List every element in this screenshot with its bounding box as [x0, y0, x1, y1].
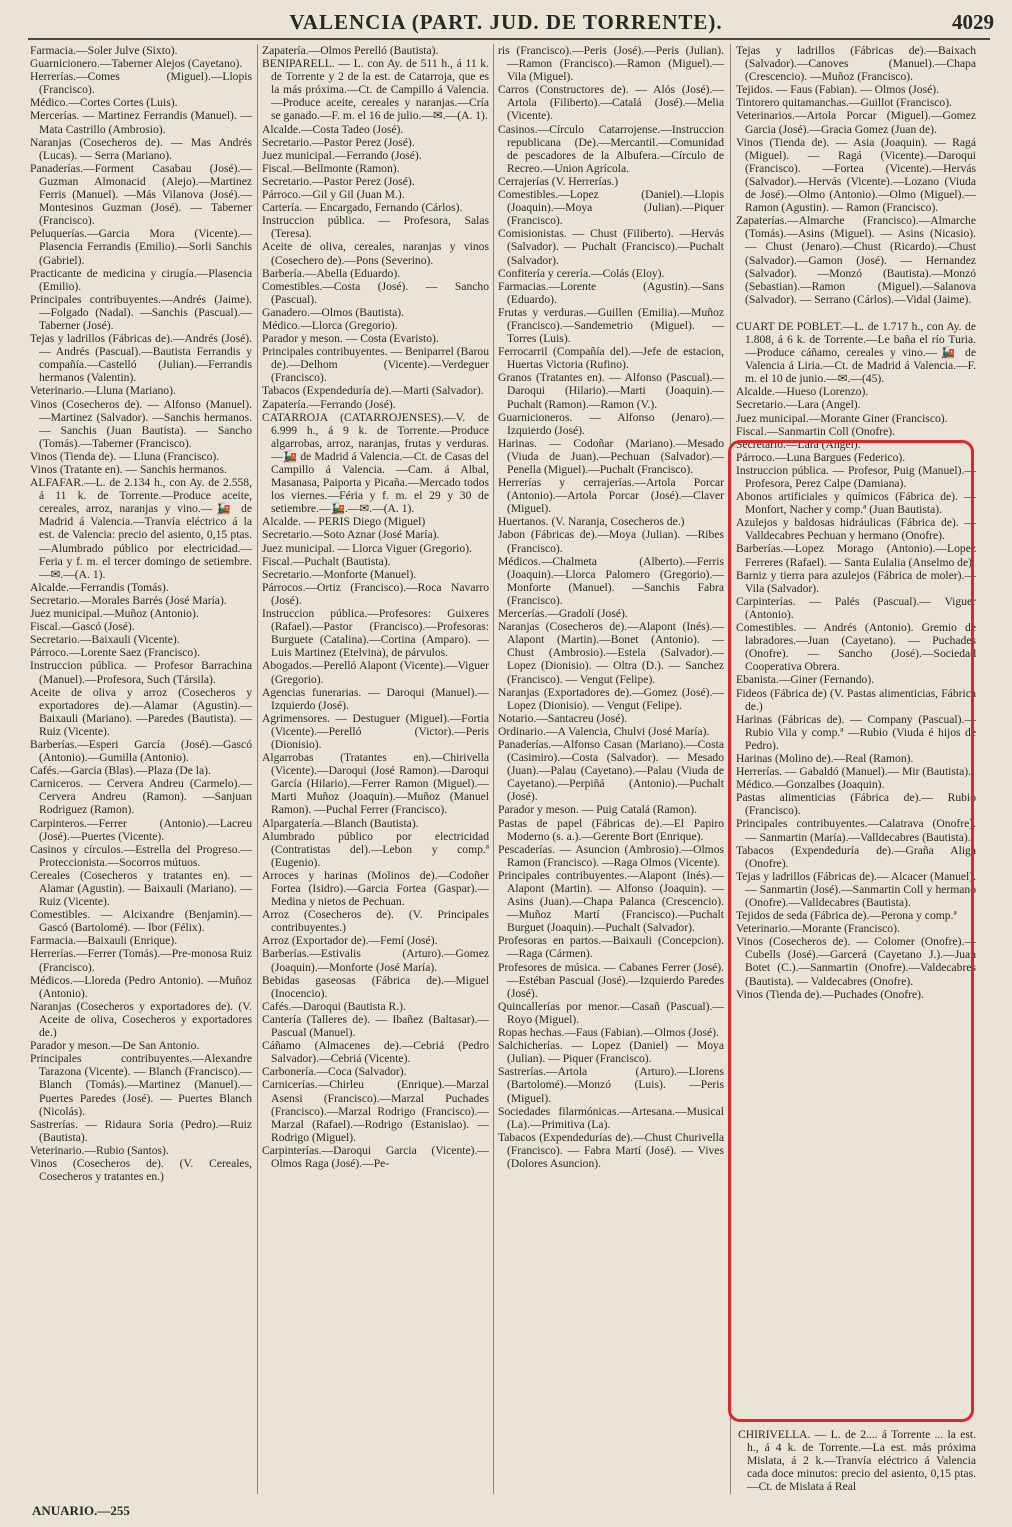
directory-entry: Parador y meson. — Costa (Evaristo). — [262, 332, 439, 346]
directory-entry: Veterinarios.—Artola Porcar (Miguel).—Gomez Garcia (José).—Gracia Gomez (Juan de). — [736, 109, 976, 136]
directory-entry: Confitería y cerería.—Colás (Eloy). — [498, 266, 665, 280]
directory-entry: Herrerías y cerrajerías.—Artola Porcar (Antonio).—Artola Porcar (José).—Claver (Miguel). — [498, 476, 724, 516]
directory-entry: Casinos y círculos.—Estrella del Progreso.—Proteccionista.—Socorros mútuos. — [30, 842, 252, 869]
directory-entry: Comisionistas. — Chust (Filiberto). —Hervás (Salvador). — Puchalt (Francisco).—Puchalt (Salvador). — [498, 227, 724, 267]
directory-entry: Médico.—Cortes Cortes (Luis). — [30, 96, 178, 110]
directory-entry: Alcalde.—Costa Tadeo (José). — [262, 122, 404, 136]
directory-entry: Practicante de medicina y cirugía.—Plasencia (Emilio). — [30, 266, 252, 293]
directory-entry: Tintorero quitamanchas.—Guillot (Francisco). — [736, 96, 952, 110]
directory-entry: Fiscal.—Gascó (José). — [30, 620, 135, 634]
directory-entry: Parador y meson.—De San Antonio. — [30, 1039, 200, 1053]
directory-entry: Carpinterías.—Daroqui Garcia (Vicente).—Olmos Raga (José).—Pe- — [262, 1143, 489, 1170]
directory-entry: Instruccion pública.—Profesores: Guixeres (Rafael).—Pastor (Francisco).—Profesoras: Burguete (Catalina).—Cortina (Amparo). — Luis Martinez (Etelvina), de párvulos. — [262, 607, 489, 660]
directory-entry: Instruccion pública. — Profesor Barrachina (Manuel).—Profesora, Such (Társila). — [30, 659, 252, 686]
directory-entry: Ebanista.—Giner (Fernando). — [736, 673, 875, 687]
highlight-box — [728, 437, 974, 1422]
directory-entry: Sastrerías.—Artola (Arturo).—Llorens (Bartolomé).—Monzó (Luis). —Peris (Miguel). — [498, 1065, 724, 1105]
directory-entry: Bebidas gaseosas (Fábrica de).—Miguel (Inocencio). — [262, 973, 489, 1000]
directory-entry: Ropas hechas.—Faus (Fabian).—Olmos (José). — [498, 1026, 719, 1040]
directory-entry: Fiscal.—Sanmartin Coll (Onofre). — [736, 424, 896, 438]
directory-entry: Barniz y tierra para azulejos (Fábrica de moler).—Vila (Salvador). — [736, 568, 976, 595]
directory-entry: Carros (Constructores de). — Alós (José).—Artola (Filiberto).—Catalá (José).—Melia (Vicente). — [498, 83, 724, 123]
directory-entry: ALFAFAR.—L. de 2.134 h., con Ay. de 2.558, á 11 k. de Torrente.—Produce aceite, cereales, arroz, naranjas y vino.—🚂 de Madrid á Valencia.—Tranvía eléctrico á la est. de Valencia: precio del asiento, 0,15 ptas.—Alumbrado público por electricidad.—Feria y f. m. el tercer domingo de setiembre.—✉.—(A. 1). — [30, 476, 252, 581]
directory-entry: Cafés.—Garcia (Blas).—Plaza (De la). — [30, 764, 211, 778]
directory-entry: Tabacos (Expendeduría de).—Marti (Salvador). — [262, 384, 484, 398]
directory-entry: Veterinario.—Rubio (Santos). — [30, 1143, 169, 1157]
directory-entry: Panaderías.—Forment Casabau (José).—Guzman Almonacid (Alejo).—Martinez Ferris (Manuel). —Más Vilanova (José).—Montesinos Guzman (José). — Taberner (Francisco). — [30, 161, 252, 228]
directory-entry: Aceite de oliva, cereales, naranjas y vinos (Cosechero de).—Pons (Severino). — [262, 240, 489, 267]
directory-entry: Alpargatería.—Blanch (Bautista). — [262, 816, 419, 830]
directory-entry: Agencias funerarias. — Daroqui (Manuel).—Izquierdo (José). — [262, 685, 489, 712]
directory-entry: Carpinteros.—Ferrer (Antonio).—Lacreu (José).—Puertes (Vicente). — [30, 816, 252, 843]
directory-entry: Zapatería.—Ferrando (José). — [262, 397, 396, 411]
directory-entry: Fiscal.—Bellmonte (Ramon). — [262, 161, 400, 175]
directory-entry: Harinas. — Codoñar (Mariano).—Mesado (Viuda de Juan).—Pechuan (Salvador).—Penella (Miguel).—Puchalt (Francisco). — [498, 436, 724, 476]
directory-entry: Farmacia.—Soler Julve (Sixto). — [30, 44, 178, 57]
directory-entry: Cantería (Talleres de). — Ibañez (Baltasar).—Pascual (Manuel). — [262, 1012, 489, 1040]
directory-entry: Fiscal.—Puchalt (Bautista). — [262, 554, 391, 568]
directory-entry: Sastrerías. — Ridaura Soria (Pedro).—Ruiz (Bautista). — [30, 1117, 252, 1144]
directory-entry: Alcalde. — PERIS Diego (Miguel) — [262, 515, 426, 529]
directory-entry: Herrerías.—Comes (Miguel).—Llopis (Francisco). — [30, 70, 252, 97]
directory-entry: Peluquerías.—Garcia Mora (Vicente).—Plasencia Ferrandis (Emilio).—Sorli Sanchis (Gabriel). — [30, 227, 252, 267]
directory-entry: Veterinario.—Lluna (Mariano). — [30, 384, 176, 398]
directory-entry: Tabacos (Expendeduría de).—Graña Aliga (Onofre). — [736, 843, 976, 870]
directory-entry: Algarrobas (Tratantes en).—Chirivella (Vicente).—Daroqui (José Ramon).—Daroqui García (Hilario).—Ferrer Ramon (Miguel).—Marti Muñoz (Joaquin).—Muñoz (Manuel Ramon). —Puchal Ferrer (Francisco). — [262, 751, 489, 817]
directory-entry: Alcalde.—Hueso (Lorenzo). — [736, 385, 869, 399]
directory-entry: Pescaderías. — Asuncion (Ambrosio).—Olmos Ramon (Francisco). —Raga Olmos (Vicente). — [498, 842, 724, 869]
directory-entry: Juez municipal.—Muñoz (Antonio). — [30, 607, 199, 621]
directory-entry: Médicos.—Lloreda (Pedro Antonio). —Muñoz (Antonio). — [30, 973, 252, 1000]
directory-entry: Harinas (Fábricas de). — Company (Pascual).—Rubio Vila y comp.ª —Rubio (Viuda é hijos de Pedro). — [736, 712, 976, 752]
directory-entry: CATARROJA (CATARROJENSES).—V. de 6.999 h., á 9 k. de Torrente.—Produce algarrobas, arroz, naranjas, frutas y verduras.—🚂 de Madrid á Valencia.—Ct. de Casas del Campillo á Valencia. —Cam. á Albal, Masanasa, Paiporta y Picaña.—Mercado todos los viernes.—Féria y f. m. el 29 y 30 de setiembre.—🚂.—✉.—(A. 1). — [262, 410, 489, 516]
directory-entry: Naranjas (Cosecheros de). — Mas Andrés (Lucas). — Serra (Mariano). — [30, 135, 252, 162]
directory-entry: Vinos (Cosecheros de). — Alfonso (Manuel).—Martinez (Salvador). —Sanchis hermanos. — Sanchis (Juan Bautista). — Sancho (Tomás).—Taberner (Francisco). — [30, 397, 252, 450]
directory-entry: ris (Francisco).—Peris (José).—Peris (Julian).—Ramon (Francisco).—Ramon (Miguel).—Vila (Miguel). — [498, 44, 724, 84]
directory-entry: Comestibles. — Alcixandre (Benjamin).—Gascó (Bartolomé). — Ibor (Félix). — [30, 908, 252, 935]
directory-entry: Panaderías.—Alfonso Casan (Mariano).—Costa (Casimiro).—Costa (Salvador). — Mesado (Juan).—Palau (Cayetano).—Palau (Viuda de Cayetano).—Perpiñá (Antonio).—Puchalt (José). — [498, 737, 724, 804]
directory-entry: Zapaterías.—Almarche (Francisco).—Almarche (Tomás).—Asins (Miguel). — Asins (Nicasio). — Chust (Jenaro).—Chust (Ricardo).—Chust (Salvador).—Gamon (José). — Hernandez (Salvador). —Monzó (Bautista).—Monzó (Sebastian).—Ramon (Miguel).—Salanova (Salvador). — Serrano (Cárlos).—Vidal (Jaime). — [736, 214, 976, 306]
directory-entry: Barberías.—Estivalis (Arturo).—Gomez (Joaquin).—Monforte (José María). — [262, 947, 489, 974]
directory-entry: Secretario.—Lara (Angel). — [736, 398, 861, 412]
column-2 — [262, 44, 489, 1494]
directory-entry: Médico.—Llorca (Gregorio). — [262, 318, 398, 332]
directory-entry: Parador y meson. — Puig Catalá (Ramon). — [498, 803, 697, 817]
directory-entry: Mercerías.—Gradolí (José). — [498, 607, 628, 621]
directory-entry: Vinos (Tienda de).—Puchades (Onofre). — [736, 987, 924, 1001]
directory-entry: Abogados.—Perelló Alapont (Vicente).—Viguer (Gregorio). — [262, 659, 489, 686]
directory-entry: CUART DE POBLET.—L. de 1.717 h., con Ay. de 1.808, á 6 k. de Torrente.—Le baña el río Turia.—Produce cáñamo, cereales y vino.—🚂 de Valencia á Liria.—Ct. de Madrid á Valencia.—F. m. el 10 de junio.—✉.—(45). — [736, 319, 976, 386]
directory-entry: Vinos (Tratante en). — Sanchis hermanos. — [30, 463, 227, 476]
directory-entry: Párroco.—Gil y Gil (Juan M.). — [262, 188, 405, 202]
directory-entry: Pastas alimenticias (Fábrica de).— Rubio (Francisco). — [736, 791, 976, 818]
directory-entry: Tejidos. — Faus (Fabian). — Olmos (José). — [736, 83, 940, 97]
directory-entry: Salchicherías. — Lopez (Daniel) — Moya (Julian). — Piquer (Francisco). — [498, 1039, 724, 1066]
page-header — [18, 10, 994, 38]
directory-entry: Secretario.—Lara (Angel). — [736, 437, 861, 451]
directory-entry: Secretario.—Pastor Perez (José). — [262, 174, 415, 188]
directory-entry: Médico.—Gonzalbes (Joaquin). — [736, 778, 885, 792]
directory-entry: Alumbrado público por electricidad (Contratistas del).—Lebon y comp.ª (Eugenio). — [262, 829, 489, 869]
directory-entry: Pastas de papel (Fábricas de).—El Papiro Moderno (s. a.).—Gerente Bort (Enrique). — [498, 816, 724, 843]
header-rule — [28, 38, 990, 40]
directory-entry: Arroz (Cosecheros de). (V. Principales contribuyentes.) — [262, 908, 489, 935]
directory-entry: Párroco.—Luna Bargues (Federico). — [736, 450, 906, 464]
directory-entry: Agrimensores. — Destuguer (Miguel).—Fortia (Vicente).—Perelló (Victor).—Peris (Dionisio). — [262, 711, 489, 751]
directory-entry: Carnicerías.—Chirleu (Enrique).—Marzal Asensi (Francisco).—Marzal Puchades (Francisco).—Marzal Rodrigo (Francisco).—Marzal (Rafael).—Rodrigo (Estanislao). —Rodrigo (Miguel). — [262, 1078, 489, 1144]
directory-entry: Quincallerías por menor.—Casañ (Pascual).—Royo (Miguel). — [498, 999, 724, 1026]
directory-entry: Carniceros. — Cervera Andreu (Carmelo).—Cervera Andreu (Ramon). —Sanjuan Rodriguez (Ramon). — [30, 777, 252, 817]
directory-entry: Vinos (Cosecheros de). — Colomer (Onofre).—Cubells (José).—Garcerá (Cayetano J.).—Juan Botet (C.).—Sanmartin (Onofre).—Valdecabres (Bautista). — Valdecabres (Onofre). — [736, 935, 976, 988]
directory-entry: Párroco.—Lorente Saez (Francisco). — [30, 646, 200, 660]
directory-entry: Guarnicionero.—Taberner Alejos (Cayetano). — [30, 57, 243, 71]
page-number: 4029 — [952, 10, 994, 34]
column-4-bottom — [738, 1428, 976, 1504]
directory-entry: Instruccion pública. — Profesor, Puig (Manuel).—Profesora, Perez Calpe (Damiana). — [736, 463, 976, 490]
directory-entry: Naranjas (Cosecheros de).—Alapont (Inés).—Alapont (Martin).—Bonet (Antonio). — Chust (Ambrosio).—Estela (Salvador).—Lopez (Dionisio). — Oltra (D.). — Sanchez (Francisco). — Vengut (Felipe). — [498, 620, 724, 686]
directory-entry: Herrerías.—Ferrer (Tomás).—Pre-monosa Ruiz (Francisco). — [30, 947, 252, 974]
directory-entry: Instruccion pública. — Profesora, Salas (Teresa). — [262, 214, 489, 241]
directory-entry: Secretario.—Pastor Perez (José). — [262, 135, 415, 149]
page-footer: ANUARIO.—255 — [32, 1503, 130, 1518]
directory-entry: Jabon (Fábricas de).—Moya (Julian). —Ribes (Francisco). — [498, 528, 724, 555]
directory-entry: Casinos.—Círculo Catarrojense.—Instruccion republicana (De).—Mercantil.—Comunidad de pescadores de la Albufera.—Círculo de Recreo.—Union Agrícola. — [498, 122, 724, 175]
directory-entry: Abonos artificiales y químicos (Fábrica de). — Monfort, Nacher y comp.ª (Juan Bautista). — [736, 490, 976, 517]
directory-entry: Barberías.—Esperi García (José).—Gascó (Antonio).—Gumilla (Antonio). — [30, 737, 252, 765]
directory-entry: Farmacia.—Baixauli (Enrique). — [30, 934, 178, 948]
column-3 — [498, 44, 724, 1494]
directory-entry: Veterinario.—Morante (Francisco). — [736, 922, 900, 936]
directory-entry: Principales contribuyentes.—Andrés (Jaime).—Folgado (Nadal). —Sanchis (Pascual).—Taberner (José). — [30, 292, 252, 332]
directory-entry: Principales contribuyentes.—Alapont (Inés).—Alapont (Martin). — Alfonso (Joaquin). — Asins (Juan).—Chapa Palanca (Crescencio).—Muñoz Martí (Francisco).—Puchalt Burguet (Joaquin).—Puchalt (Salvador). — [498, 868, 724, 935]
directory-entry: BENIPARELL. — L. con Ay. de 511 h., á 11 k. de Torrente y 2 de la est. de Catarroja, que es la más próxima.—Ct. de Campillo á Valencia.—Produce aceite, cereales y naranjas.—Cría se ganado.—F. m. el 16 de julio.—✉.—(A. 1). — [262, 57, 489, 123]
directory-entry: Tejas y ladrillos (Fábricas de).— Alcacer (Manuel). — Sanmartin (José).—Sanmartin Coll y hermano (Onofre).—Valldecabres (Bautista). — [736, 869, 976, 909]
page-title: VALENCIA (PART. JUD. DE TORRENTE). — [289, 10, 723, 34]
column-4-top — [736, 44, 976, 306]
directory-entry: Alcalde.—Ferrandis (Tomás). — [30, 580, 169, 594]
directory-entry: Ferrocarril (Compañía del).—Jefe de estacion, Huertas Victoria (Rufino). — [498, 345, 724, 372]
directory-entry: Granos (Tratantes en). — Alfonso (Pascual).—Daroqui (Hilario).—Marti (Joaquin).—Puchalt (Ramon).—Ramon (V.). — [498, 371, 724, 411]
directory-entry: Tejidos de seda (Fábrica de).—Perona y comp.ª — [736, 909, 957, 923]
directory-entry: Tabacos (Expendedurías de).—Chust Churivella (Francisco). — Fabra Martí (José). — Vives (Dolores Asuncion). — [498, 1130, 724, 1170]
directory-entry: Frutas y verduras.—Guillen (Emilia).—Muñoz (Francisco).—Sandemetrio (Miguel). — Torres (Luis). — [498, 305, 724, 346]
directory-entry: Juez municipal. — Llorca Viguer (Gregorio). — [262, 541, 472, 555]
directory-entry: Azulejos y baldosas hidráulicas (Fábrica de). — Valldecabres Pechuan y hermano (Onofre). — [736, 516, 976, 543]
directory-entry: Vinos (Tienda de). — Lluna (Francisco). — [30, 449, 220, 463]
directory-entry: Arroces y harinas (Molinos de).—Codoñer Fortea (Isidro).—Garcia Fortea (Gaspar).—Medina y nietos de Pechuan. — [262, 868, 489, 909]
directory-entry: Fideos (Fábrica de) (V. Pastas alimenticias, Fábrica de.) — [736, 686, 976, 713]
directory-entry: Vinos (Tienda de). — Asia (Joaquin). — Ragá (Miguel). — Ragá (Vicente).—Daroqui (Francisco). —Fortea (Vicente).—Hervás (Salvador).—Hervás (Vicente).—Lozano (Viuda de José).—Olmo (Antonio).—Olmo (Miguel).—Ramon (Agustin). — Ramon (Francisco). — [736, 135, 976, 215]
directory-entry: Secretario.—Monforte (Manuel). — [262, 567, 417, 581]
directory-entry: Juez municipal.—Ferrando (José). — [262, 148, 422, 162]
directory-entry: Comestibles.—Costa (José). — Sancho (Pascual). — [262, 279, 489, 306]
directory-entry: Cereales (Cosecheros y tratantes en). — Alamar (Agustin). — Baixauli (Mariano). — Ruiz (Vicente). — [30, 868, 252, 909]
directory-entry: Huertanos. (V. Naranja, Cosecheros de.) — [498, 515, 685, 529]
directory-entry: Párrocos.—Ortiz (Francisco).—Roca Navarro (José). — [262, 580, 489, 607]
directory-entry: Secretario.—Morales Barrés (José María). — [30, 593, 227, 607]
directory-entry: Mercerías. — Martinez Ferrandis (Manuel). — Mata Castrillo (Ambrosio). — [30, 109, 252, 136]
directory-entry: Profesores de música. — Cabanes Ferrer (José).—Estéban Pascual (José).—Izquierdo Paredes (José). — [498, 960, 724, 1000]
directory-entry: Principales contribuyentes. — Beniparrel (Barou de).—Delhom (Vicente).—Verdeguer (Francisco). — [262, 345, 489, 385]
column-divider — [257, 44, 258, 1494]
directory-entry: Naranjas (Cosecheros y exportadores de). (V. Aceite de oliva, Cosecheros y exportadores de.) — [30, 999, 252, 1040]
directory-entry: Herrerías. — Gabaldó (Manuel).— Mir (Bautista). — [736, 765, 972, 779]
directory-entry: Tejas y ladrillos (Fábricas de).—Baixach (Salvador).—Canoves (Manuel).—Chapa (Crescencio). —Muñoz (Francisco). — [736, 44, 976, 84]
directory-entry: Principales contribuyentes.—Alexandre Tarazona (Vicente). — Blanch (Francisco).—Blanch (Tomás).—Martinez (Manuel).—Puertes Paredes (José). — Puertes Blanch (Nicolás). — [30, 1052, 252, 1118]
directory-entry: Profesoras en partos.—Baixauli (Concepcion).—Raga (Cármen). — [498, 934, 724, 961]
directory-entry: Cafés.—Daroqui (Bautista R.). — [262, 999, 406, 1013]
directory-entry: CHIRIVELLA. — L. de 2.... á Torrente ... la est. h., á 4 k. de Torrente.—La est. más próxima Mislata, á 2 k.—Tranvía eléctrico á Valencia cada doce minutos: precio del asiento, 0,15 ptas.—Ct. de Mislata á Real — [738, 1428, 976, 1494]
directory-entry: Cerrajerías (V. Herrerías.) — [498, 174, 619, 188]
directory-entry: Barberías.—Lopez Morago (Antonio).—Lopez Ferreres (Rafael). — Santa Eulalia (Anselmo de). — [736, 542, 976, 569]
directory-entry: Aceite de oliva y arroz (Cosecheros y exportadores de).—Alamar (Agustin).—Baixauli (Mariano). —Paredes (Bautista). — Ruiz (Vicente). — [30, 685, 252, 738]
directory-entry: Naranjas (Exportadores de).—Gomez (José).—Lopez (Dionisio). — Vengut (Felipe). — [498, 685, 724, 712]
directory-entry: Juez municipal.—Morante Giner (Francisco). — [736, 411, 948, 425]
directory-entry: Principales contribuyentes.—Calatrava (Onofre). — Sanmartin (María).—Valldecabres (Bautista). — [736, 817, 976, 844]
directory-entry: Médicos.—Chalmeta (Alberto).—Ferris (Joaquin).—Llorca Palomero (Gregorio).—Monforte (Manuel). —Sanchis Fabra (Francisco). — [498, 554, 724, 607]
directory-entry: Ganadero.—Olmos (Bautista). — [262, 305, 404, 319]
directory-entry: Barbería.—Abella (Eduardo). — [262, 266, 401, 280]
directory-entry: Secretario.—Soto Aznar (José María). — [262, 528, 440, 542]
directory-entry: Comestibles.—Lopez (Daniel).—Llopis (Joaquin).—Moya (Julian).—Piquer (Francisco). — [498, 188, 724, 228]
directory-entry: Farmacias.—Lorente (Agustin).—Sans (Eduardo). — [498, 279, 724, 306]
directory-entry: Tejas y ladrillos (Fábricas de).—Andrés (José). — Andrés (Pascual).—Bautista Ferrandis y compañía.—Castelló (Julian).—Ferrandis hermanos (Valentin). — [30, 332, 252, 385]
directory-entry: Vinos (Cosecheros de). (V. Cereales, Cosecheros y tratantes en.) — [30, 1156, 252, 1184]
directory-entry: Secretario.—Baixauli (Vicente). — [30, 633, 180, 647]
directory-entry: Guarnicioneros. — Alfonso (Jenaro).—Izquierdo (José). — [498, 410, 724, 437]
column-divider — [493, 44, 494, 1494]
directory-entry: Cáñamo (Almacenes de).—Cebriá (Pedro Salvador).—Cebriá (Vicente). — [262, 1039, 489, 1066]
directory-entry: Zapatería.—Olmos Perelló (Bautista). — [262, 44, 439, 57]
directory-entry: Cartería. — Encargado, Fernando (Cárlos). — [262, 201, 463, 215]
directory-entry: Comestibles. — Andrés (Antonio). Gremio de labradores.—Juan (Cayetano). — Puchades (Onofre). — Sancho (José).—Sociedad Cooperativa Obrera. — [736, 621, 976, 674]
directory-entry: Notario.—Santacreu (José). — [498, 711, 628, 725]
directory-entry: Carpinterías. — Palés (Pascual).— Viguer (Antonio). — [736, 594, 976, 621]
directory-entry: Carbonería.—Coca (Salvador). — [262, 1065, 407, 1079]
directory-entry: Ordinario.—A Valencia, Chulvi (José María). — [498, 724, 710, 738]
directory-entry: Sociedades filarmónicas.—Artesana.—Musical (La).—Primitiva (La). — [498, 1104, 724, 1131]
directory-entry: Arroz (Exportador de).—Femí (José). — [262, 934, 438, 948]
directory-entry: Harinas (Molino de).—Real (Ramon). — [736, 751, 914, 765]
column-1 — [30, 44, 252, 1494]
